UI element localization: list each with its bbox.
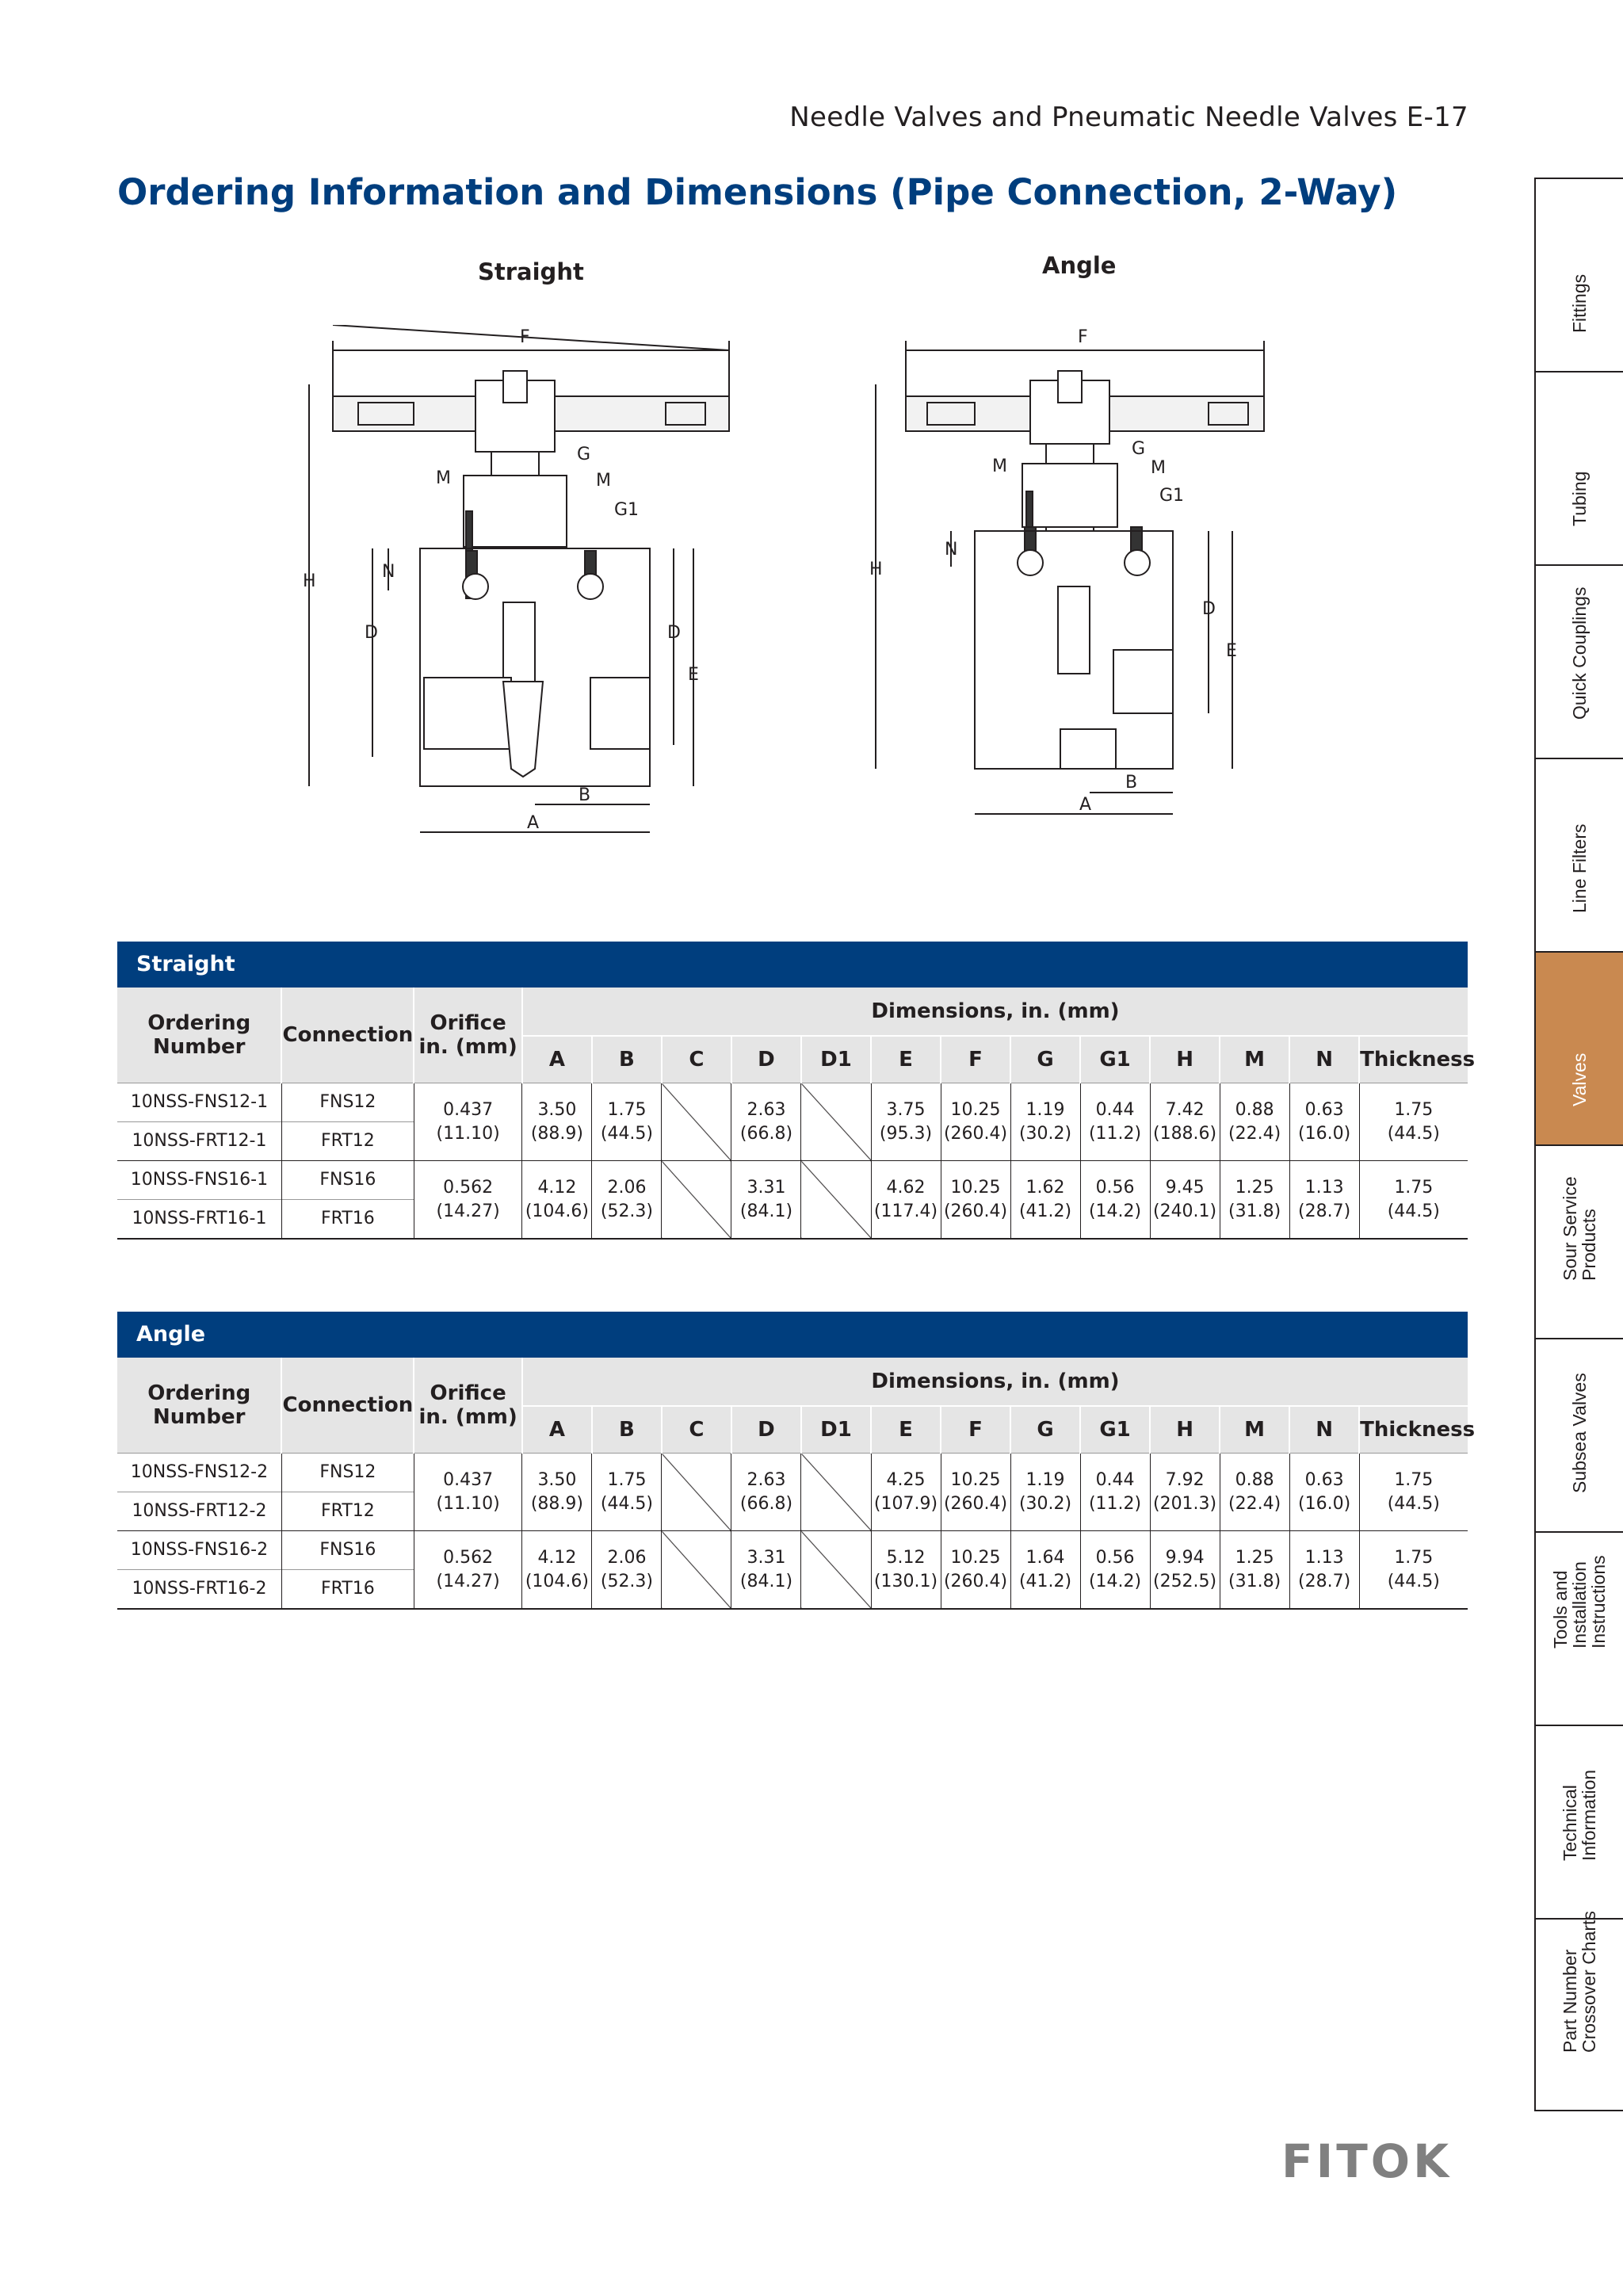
dimension-cell: 1.25 (31.8): [1220, 1531, 1289, 1610]
dimension-cell: 1.19 (30.2): [1010, 1083, 1080, 1161]
dimension-cell: 3.31 (84.1): [731, 1161, 801, 1240]
col-header-dim: N: [1289, 1036, 1359, 1083]
na-cell: [801, 1531, 871, 1610]
na-cell: [801, 1454, 871, 1531]
dimension-cell: 1.75 (44.5): [1359, 1531, 1468, 1610]
table-title: Straight: [117, 942, 1468, 988]
dimension-cell: 4.62 (117.4): [871, 1161, 941, 1240]
angle-dim-label-d: D: [1202, 599, 1216, 619]
dimension-cell: 2.63 (66.8): [731, 1083, 801, 1161]
dimension-cell: 7.92 (201.3): [1150, 1454, 1220, 1531]
dimension-cell: 2.06 (52.3): [592, 1161, 662, 1240]
dimension-cell: 9.45 (240.1): [1150, 1161, 1220, 1240]
dimensions-table: [117, 1358, 1476, 1610]
dimension-cell: 3.50 (88.9): [522, 1454, 592, 1531]
col-header-dim: D: [731, 1036, 801, 1083]
table-row: [117, 1161, 1468, 1200]
side-tab-quick-couplings[interactable]: [1534, 564, 1623, 758]
dimension-cell: 10.25 (260.4): [941, 1161, 1010, 1240]
col-header-dimensions: Dimensions, in. (mm): [522, 1358, 1468, 1406]
table-row: [117, 1083, 1468, 1122]
table-title: Angle: [117, 1312, 1468, 1358]
section-side-tabs: [1534, 178, 1623, 2111]
col-header-dim: C: [662, 1406, 731, 1454]
side-tab-part-number-crossover-charts[interactable]: [1534, 1911, 1623, 2111]
dimension-cell: 0.88 (22.4): [1220, 1454, 1289, 1531]
dimensions-table: [117, 988, 1476, 1240]
dimension-cell: 0.63 (16.0): [1289, 1083, 1359, 1161]
col-header-dim: B: [592, 1036, 662, 1083]
table-row: [117, 1454, 1468, 1492]
angle-diagram-label: Angle: [1042, 252, 1117, 279]
dimension-cell: 10.25 (260.4): [941, 1454, 1010, 1531]
connection-cell: FRT16: [281, 1570, 414, 1610]
connection-cell: FRT16: [281, 1200, 414, 1240]
dim-label-d-right: D: [667, 623, 681, 643]
col-header-dim: H: [1150, 1406, 1220, 1454]
dimension-cell: 1.13 (28.7): [1289, 1161, 1359, 1240]
side-tab-line-filters[interactable]: [1534, 758, 1623, 951]
section-heading: Ordering Information and Dimensions (Pipe Connection, 2-Way): [117, 171, 1398, 213]
col-header-dim: D1: [801, 1036, 871, 1083]
dimension-cell: 1.62 (41.2): [1010, 1161, 1080, 1240]
dimension-cell: 0.44 (11.2): [1080, 1083, 1150, 1161]
col-header-dim: D1: [801, 1406, 871, 1454]
dimension-cell: 0.88 (22.4): [1220, 1083, 1289, 1161]
col-header-dim: N: [1289, 1406, 1359, 1454]
col-header-dim: F: [941, 1406, 1010, 1454]
dimension-cell: 1.75 (44.5): [592, 1083, 662, 1161]
side-tab-label: Part Number Crossover Charts: [1560, 1911, 1599, 2053]
dim-label-f: F: [520, 327, 530, 347]
dimension-cell: 0.56 (14.2): [1080, 1531, 1150, 1610]
col-header-ordering-number: Ordering Number: [117, 1358, 281, 1454]
angle-valve-drawing: [856, 325, 1268, 832]
dimension-cell: 9.94 (252.5): [1150, 1531, 1220, 1610]
col-header-dim: G: [1010, 1406, 1080, 1454]
straight-diagram-label: Straight: [478, 258, 584, 285]
col-header-dim: A: [522, 1036, 592, 1083]
dim-label-b: B: [579, 785, 591, 805]
col-header-dim: G: [1010, 1036, 1080, 1083]
orifice-cell: 0.437 (11.10): [414, 1083, 522, 1161]
straight-table: [117, 942, 1476, 1240]
dimension-cell: 3.75 (95.3): [871, 1083, 941, 1161]
dim-label-h: H: [303, 571, 316, 591]
orifice-cell: 0.437 (11.10): [414, 1454, 522, 1531]
col-header-dim: M: [1220, 1406, 1289, 1454]
dimension-cell: 4.25 (107.9): [871, 1454, 941, 1531]
side-tab-label: Line Filters: [1569, 823, 1590, 913]
dimension-cell: 5.12 (130.1): [871, 1531, 941, 1610]
dimension-cell: 7.42 (188.6): [1150, 1083, 1220, 1161]
side-tab-subsea-valves[interactable]: [1534, 1338, 1623, 1531]
col-header-dim: M: [1220, 1036, 1289, 1083]
straight-valve-drawing: [285, 325, 737, 848]
col-header-dim: Thickness: [1359, 1036, 1468, 1083]
side-tab-valves[interactable]: [1534, 951, 1623, 1144]
ordering-number-cell: 10NSS-FNS12-1: [117, 1083, 281, 1122]
col-header-ordering-number: Ordering Number: [117, 988, 281, 1083]
fitok-logo: FITOK: [1281, 2134, 1453, 2188]
ordering-number-cell: 10NSS-FRT12-2: [117, 1492, 281, 1531]
orifice-cell: 0.562 (14.27): [414, 1531, 522, 1610]
connection-cell: FRT12: [281, 1492, 414, 1531]
side-tab-tools-and-installation-instructions[interactable]: [1534, 1531, 1623, 1725]
dim-label-g: G: [577, 445, 591, 464]
na-cell: [801, 1083, 871, 1161]
col-header-dim: Thickness: [1359, 1406, 1468, 1454]
connection-cell: FNS16: [281, 1531, 414, 1570]
na-cell: [662, 1083, 731, 1161]
dimension-cell: 3.50 (88.9): [522, 1083, 592, 1161]
dimension-cell: 0.63 (16.0): [1289, 1454, 1359, 1531]
dim-label-g1: G1: [614, 500, 640, 520]
side-tab-label: Sour Service Products: [1560, 1176, 1599, 1281]
col-header-dim: D: [731, 1406, 801, 1454]
col-header-dim: G1: [1080, 1036, 1150, 1083]
col-header-dim: E: [871, 1036, 941, 1083]
col-header-orifice: Orifice in. (mm): [414, 1358, 522, 1454]
angle-dim-label-n: N: [945, 540, 958, 560]
side-tab-label: Tubing: [1569, 471, 1590, 526]
col-header-dim: B: [592, 1406, 662, 1454]
col-header-orifice: Orifice in. (mm): [414, 988, 522, 1083]
angle-dim-label-e: E: [1226, 641, 1237, 661]
angle-dim-label-f: F: [1078, 327, 1088, 347]
angle-dim-label-a: A: [1079, 795, 1092, 815]
angle-dim-label-g: G: [1132, 439, 1146, 459]
dimension-cell: 1.13 (28.7): [1289, 1531, 1359, 1610]
dimension-cell: 1.19 (30.2): [1010, 1454, 1080, 1531]
side-tab-label: Subsea Valves: [1569, 1373, 1590, 1493]
angle-dim-label-g1: G1: [1159, 486, 1185, 506]
dimension-cell: 2.06 (52.3): [592, 1531, 662, 1610]
dimension-cell: 0.56 (14.2): [1080, 1161, 1150, 1240]
col-header-dim: C: [662, 1036, 731, 1083]
dimension-cell: 4.12 (104.6): [522, 1531, 592, 1610]
dimension-cell: 1.75 (44.5): [592, 1454, 662, 1531]
side-tab-label: Tools and Installation Instructions: [1550, 1555, 1609, 1648]
dimension-cell: 2.63 (66.8): [731, 1454, 801, 1531]
ordering-number-cell: 10NSS-FNS16-2: [117, 1531, 281, 1570]
col-header-dim: H: [1150, 1036, 1220, 1083]
dimension-cell: 1.75 (44.5): [1359, 1161, 1468, 1240]
dim-label-e: E: [688, 665, 699, 685]
connection-cell: FNS12: [281, 1454, 414, 1492]
col-header-connection: Connection: [281, 988, 414, 1083]
col-header-dim: E: [871, 1406, 941, 1454]
dim-label-d-left: D: [365, 623, 378, 643]
col-header-connection: Connection: [281, 1358, 414, 1454]
dimension-cell: 3.31 (84.1): [731, 1531, 801, 1610]
connection-cell: FRT12: [281, 1122, 414, 1161]
dimension-cell: 10.25 (260.4): [941, 1083, 1010, 1161]
ordering-number-cell: 10NSS-FRT16-2: [117, 1570, 281, 1610]
ordering-number-cell: 10NSS-FRT12-1: [117, 1122, 281, 1161]
side-tab-sour-service-products[interactable]: [1534, 1144, 1623, 1338]
angle-dim-label-m-left: M: [992, 457, 1007, 476]
na-cell: [662, 1161, 731, 1240]
side-tab-label: Quick Couplings: [1569, 586, 1590, 720]
col-header-dimensions: Dimensions, in. (mm): [522, 988, 1468, 1036]
dimension-cell: 10.25 (260.4): [941, 1531, 1010, 1610]
col-header-dim: F: [941, 1036, 1010, 1083]
dim-label-m-left: M: [436, 468, 451, 488]
angle-dim-label-h: H: [869, 560, 883, 579]
side-tab-technical-information[interactable]: [1534, 1725, 1623, 1918]
dim-label-a: A: [527, 813, 540, 833]
side-tab-label: Fittings: [1569, 273, 1590, 333]
dim-label-m-right: M: [596, 471, 611, 491]
side-tab-label: Valves: [1569, 1052, 1590, 1106]
side-tab-label: Technical Information: [1560, 1769, 1599, 1861]
connection-cell: FNS16: [281, 1161, 414, 1200]
dimension-cell: 1.75 (44.5): [1359, 1083, 1468, 1161]
side-tab-tubing[interactable]: [1534, 371, 1623, 564]
angle-table: [117, 1312, 1476, 1610]
na-cell: [662, 1531, 731, 1610]
dimension-cell: 1.25 (31.8): [1220, 1161, 1289, 1240]
page-header-title: Needle Valves and Pneumatic Needle Valves E-17: [789, 101, 1468, 133]
ordering-number-cell: 10NSS-FNS16-1: [117, 1161, 281, 1200]
dim-label-n: N: [382, 562, 395, 582]
ordering-number-cell: 10NSS-FRT16-1: [117, 1200, 281, 1240]
angle-dim-label-m-right: M: [1151, 458, 1166, 478]
angle-dim-label-b: B: [1125, 773, 1138, 793]
col-header-dim: A: [522, 1406, 592, 1454]
col-header-dim: G1: [1080, 1406, 1150, 1454]
orifice-cell: 0.562 (14.27): [414, 1161, 522, 1240]
side-tab-fittings[interactable]: [1534, 178, 1623, 371]
dimension-cell: 0.44 (11.2): [1080, 1454, 1150, 1531]
connection-cell: FNS12: [281, 1083, 414, 1122]
na-cell: [801, 1161, 871, 1240]
dimension-cell: 1.75 (44.5): [1359, 1454, 1468, 1531]
dimension-cell: 1.64 (41.2): [1010, 1531, 1080, 1610]
ordering-number-cell: 10NSS-FNS12-2: [117, 1454, 281, 1492]
dimension-cell: 4.12 (104.6): [522, 1161, 592, 1240]
na-cell: [662, 1454, 731, 1531]
table-row: [117, 1531, 1468, 1570]
